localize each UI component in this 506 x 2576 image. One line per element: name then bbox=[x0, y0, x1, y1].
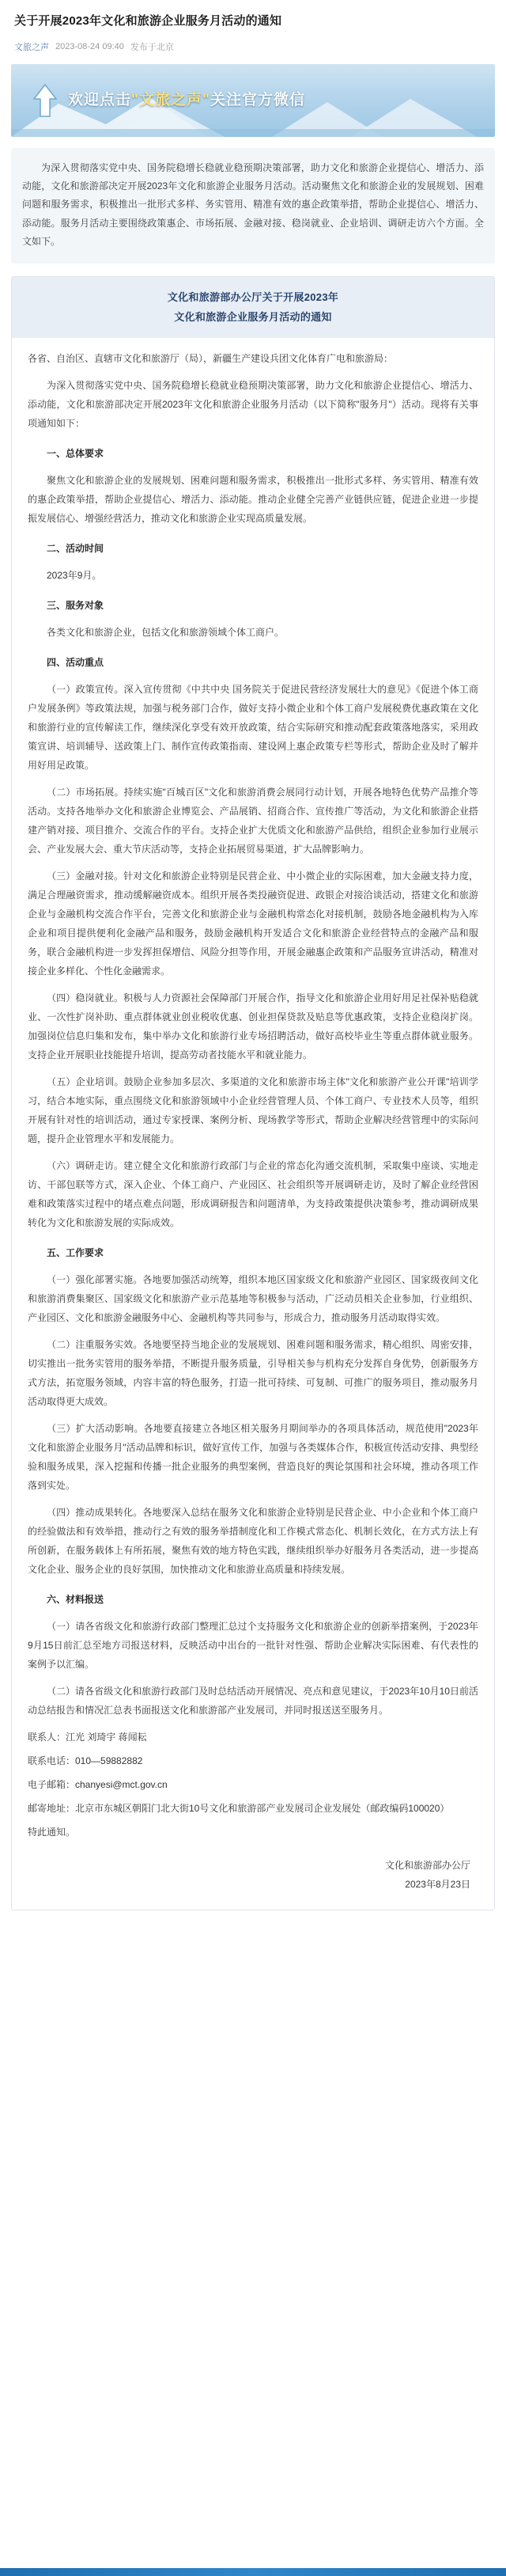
document-paragraph: （二）市场拓展。持续实施"百城百区"文化和旅游消费会展同行动计划，开展各地特色优势产品推介等活动。支持各地举办文化和旅游企业博览会、产品展销、招商合作、宣传推广等活动，为文化和旅游企业搭建产销对接、项目推介、交流合作的平台。支持企业扩大优质文化和旅游产品供给，组织企业参加行业展示会、产业发展大会、重大节庆活动等，支持企业拓展贸易渠道，扩大品牌影响力。 bbox=[28, 786, 478, 855]
article-source[interactable]: 文旅之声 bbox=[14, 42, 49, 52]
contact-address: 邮寄地址：北京市东城区朝阳门北大街10号文化和旅游部产业发展司企业发展处（邮政编码100020） bbox=[28, 1802, 450, 1814]
document-paragraph: （三）扩大活动影响。各地要直接建立各地区相关服务月期间举办的各项具体活动，规范使用"2023年文化和旅游企业服务月"活动品牌和标识，做好宣传工作，加强与各类媒体合作，积极宣传活动安排、典型经验和服务成果，深入挖掘和传播一批企业服务的典型案例，营造良好的舆论氛围和社会环境，推动各项工作落到实处。 bbox=[28, 1422, 478, 1491]
article-header bbox=[0, 0, 506, 59]
sign-date: 2023年8月23日 bbox=[405, 1878, 470, 1890]
document-title-line-2: 文化和旅游企业服务月活动的通知 bbox=[174, 310, 332, 323]
banner-text-highlight: "文旅之声" bbox=[131, 91, 211, 108]
contact-email[interactable]: 电子邮箱：chanyesi@mct.gov.cn bbox=[28, 1778, 168, 1790]
document-paragraph: （六）调研走访。建立健全文化和旅游行政部门与企业的常态化沟通交流机制，采取集中座谈、实地走访、干部包联等方式，深入企业、个体工商户、产业园区、社会组织等开展调研走访，及时了解企业经营困难和政策落实过程中的堵点难点问题，形成调研报告和问题清单，为支持政策提供决策参考，推动调研成果转化为文化和旅游发展的实际成效。 bbox=[28, 1159, 478, 1228]
banner-text-after: 关注官方微信 bbox=[210, 91, 306, 108]
wechat-follow-banner[interactable] bbox=[11, 64, 495, 137]
document-paragraph: （四）推动成果转化。各地要深入总结在服务文化和旅游企业特别是民营企业、中小企业和个体工商户的经验做法和有效举措，推动行之有效的服务举措制度化和工作模式常态化、机制长效化，在方式方法上有所创新，在服务载体上有所拓展，聚焦有效的地方特色实践，继续组织举办好服务月各类活动，进一步提高文化企业、服务企业的良好氛围，加快推动文化和旅游业高质量和持续发展。 bbox=[28, 1506, 478, 1575]
document-recipient: 各省、自治区、直辖市文化和旅游厅（局），新疆生产建设兵团文化体育广电和旅游局： bbox=[28, 352, 394, 364]
document-section-heading: 四、活动重点 bbox=[47, 656, 104, 668]
lead-paragraph: 为深入贯彻落实党中央、国务院稳增长稳就业稳预期决策部署，助力文化和旅游企业提信心、增活力、添动能，文化和旅游部决定开展2023年文化和旅游企业服务月活动。活动聚焦文化和旅游企业的发展规划、困难问题和服务需求，积极推出一批形式多样、务实管用、精准有效的惠企政策举措，帮助企业提信心、增活力、添动能。服务月活动主要围绕政策惠企、市场拓展、金融对接、稳岗就业、企业培训、调研走访六个方面。全文如下。 bbox=[11, 148, 495, 264]
document-paragraph: （四）稳岗就业。积极与人力资源社会保障部门开展合作，指导文化和旅游企业用好用足社保补贴稳就业、一次性扩岗补助、重点群体就业创业税收优惠、创业担保贷款及贴息等优惠政策，支持企业稳岗扩岗。加强岗位信息归集和发布，集中举办文化和旅游行业专场招聘活动，做好高校毕业生等重点群体就业服务。支持企业开展职业技能提升培训，提高劳动者技能水平和就业能力。 bbox=[28, 992, 478, 1060]
article-meta bbox=[14, 40, 492, 53]
document-paragraph: （五）企业培训。鼓励企业参加多层次、多渠道的文化和旅游市场主体"文化和旅游产业公开课"培训学习，结合本地实际，重点围绕文化和旅游领域中小企业经营管理人员、个体工商户、专业技术人员等，组织开展有针对性的培训活动，通过专家授课、案例分析、现场教学等形式，帮助企业解决经营管理中的实际问题，提升企业管理水平和发展能力。 bbox=[28, 1076, 478, 1144]
up-arrow-icon bbox=[32, 83, 59, 118]
document-body bbox=[12, 338, 494, 1910]
document-closing: 特此通知。 bbox=[28, 1826, 76, 1838]
document-paragraph: （三）金融对接。针对文化和旅游企业特别是民营企业、中小微企业的实际困难，加大金融支持力度，满足合理融资需求，推动缓解融资成本。组织开展各类投融资促进、政银企对接洽谈活动，搭建文化和旅游企业与金融机构交流合作平台，完善文化和旅游企业与金融机构常态化对接机制，鼓励各地金融机构为入库企业和项目提供便利化金融产品和服务，鼓励金融机构开发适合文化和旅游企业经营特点的金融产品和服务，联合金融机构进一步发挥担保增信、风险分担等作用，开展金融惠企政策和产品服务宣讲活动，精准对接企业多样化、个性化金融需求。 bbox=[28, 870, 478, 977]
document-paragraph: （二）注重服务实效。各地要坚持当地企业的发展规划、困难问题和服务需求，精心组织、周密安排，切实推出一批务实管用的服务举措，不断提升服务质量，引导相关参与机构充分发挥自身优势，创新服务方式方法，拓宽服务领域，内容丰富的特色服务，打造一批可持续、可复制、可推广的服务项目，推动服务月活动取得更大成效。 bbox=[28, 1338, 478, 1407]
document-paragraph: （一）政策宣传。深入宣传贯彻《中共中央 国务院关于促进民营经济发展壮大的意见》《促进个体工商户发展条例》等政策法规，加强与税务部门合作，做好支持小微企业和个体工商户发展税费优惠政策在文化和旅游行业的宣传解读工作，继续深化享受有效开放政策，结合实际研究和推动配套政策落地落实，采用政策宣讲、培训辅导、送政策上门、制作宣传政策指南、建设网上惠企政策专栏等形式，帮助企业及时了解并用好用足政策。 bbox=[28, 683, 478, 771]
document-paragraph: （一）强化部署实施。各地要加强活动统筹，组织本地区国家级文化和旅游产业园区、国家级夜间文化和旅游消费集聚区、国家级文化和旅游产业示范基地等积极参与活动，广泛动员相关企业参加，行业组织、产业园区、文化和旅游金融服务中心、金融机构等共同参与，形成合力，推动服务月活动取得实效。 bbox=[28, 1273, 478, 1323]
document-title-line-1: 文化和旅游部办公厅关于开展2023年 bbox=[167, 291, 339, 304]
contact-person: 联系人：江光 刘琦宇 蒋闻耘 bbox=[28, 1731, 147, 1743]
banner-text bbox=[68, 88, 305, 109]
signer-name: 文化和旅游部办公厅 bbox=[384, 1859, 470, 1871]
article-location: 发布于北京 bbox=[130, 42, 174, 52]
page-title: 关于开展2023年文化和旅游企业服务月活动的通知 bbox=[14, 14, 282, 28]
document-paragraph: 2023年9月。 bbox=[47, 569, 102, 581]
document-section-heading: 五、工作要求 bbox=[47, 1246, 104, 1258]
document-paragraph: （二）请各省级文化和旅游行政部门及时总结活动开展情况、亮点和意见建议，于2023年10月10日前活动总结报告和情况汇总表书面报送文化和旅游部产业发展司，并同时报送送至服务月。 bbox=[28, 1685, 478, 1716]
document-section-heading: 六、材料报送 bbox=[47, 1593, 104, 1605]
banner-text-before: 欢迎点击 bbox=[68, 91, 132, 108]
footer-spacer bbox=[0, 1910, 506, 1931]
official-document-card bbox=[11, 276, 495, 1910]
document-section-heading: 二、活动时间 bbox=[47, 542, 104, 554]
document-section-heading: 一、总体要求 bbox=[47, 447, 104, 459]
contact-block bbox=[28, 1728, 478, 1842]
footer-strip bbox=[0, 2568, 506, 2576]
document-section-heading: 三、服务对象 bbox=[47, 599, 104, 611]
document-title-band bbox=[12, 277, 494, 337]
document-paragraph: 聚焦文化和旅游企业的发展规划、困难问题和服务需求，积极推出一批形式多样、务实管用、精准有效的惠企政策举措，帮助企业提信心、增活力、添动能。推动企业健全完善产业链供应链，促进企业进一步提振发展信心、增强经营活力，推动文化和旅游企业实现高质量发展。 bbox=[28, 474, 478, 524]
document-paragraph: （一）请各省级文化和旅游行政部门整理汇总过个支持服务文化和旅游企业的创新举措案例，于2023年9月15日前汇总至地方司报送材料，反映活动中出台的一批针对性强、帮助企业解决实际困难、有代表性的案例予以汇编。 bbox=[28, 1620, 478, 1670]
article-datetime: 2023-08-24 09:40 bbox=[55, 41, 124, 51]
contact-phone: 联系电话：010—59882882 bbox=[28, 1755, 143, 1766]
document-signoff bbox=[28, 1856, 478, 1894]
document-paragraph: 为深入贯彻落实党中央、国务院稳增长稳就业稳预期决策部署，助力文化和旅游企业提信心、增活力、添动能，文化和旅游部决定开展2023年文化和旅游企业服务月活动（以下简称"服务月"）活动。现将有关事项通知如下： bbox=[28, 379, 478, 429]
document-paragraph: 各类文化和旅游企业，包括文化和旅游领域个体工商户。 bbox=[47, 626, 285, 638]
